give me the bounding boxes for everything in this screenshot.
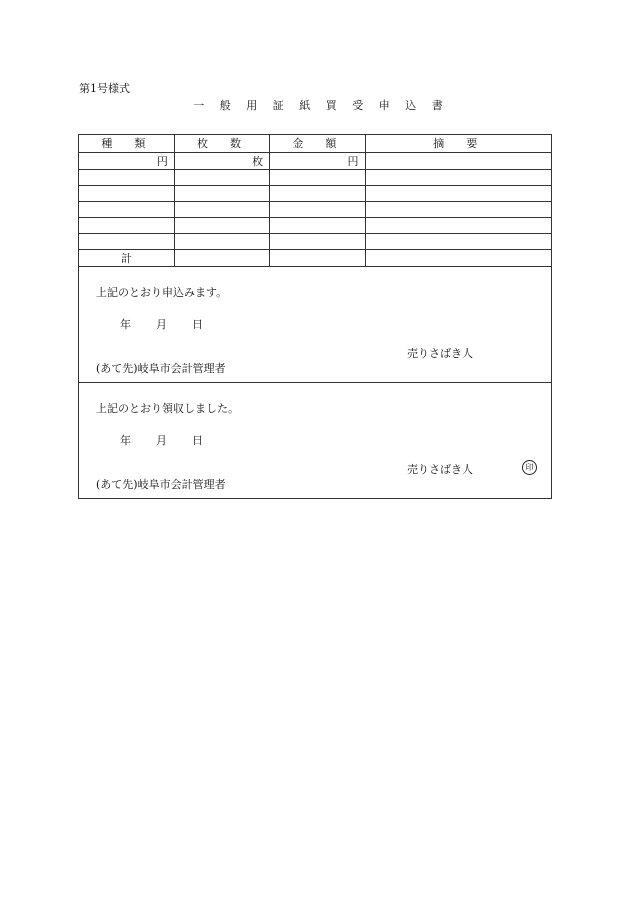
table-row [79,169,551,185]
total-row [79,249,551,266]
table-row [79,201,551,217]
type-cell[interactable] [79,233,174,249]
stamp-purchase-form [78,134,552,499]
addressee: (あて先)岐阜市会計管理者 [96,361,226,375]
type-cell[interactable] [79,201,174,217]
date-month-label: 月 [156,317,167,331]
application-statement: 上記のとおり申込みます。 [96,285,228,299]
application-section [79,267,551,383]
receipt-section [79,383,551,498]
column-header-quantity: 枚数 [174,135,269,152]
remarks-cell[interactable] [365,169,551,185]
unit-yen: 円 [79,152,174,169]
table-header-row [79,135,551,152]
date-year-label: 年 [120,433,131,447]
application-date [120,316,228,332]
quantity-cell[interactable] [174,201,269,217]
quantity-cell[interactable] [174,169,269,185]
date-day-label: 日 [192,317,203,331]
amount-cell[interactable] [270,185,365,201]
unit-sheets: 枚 [174,152,269,169]
type-cell[interactable] [79,217,174,233]
seal-mark: 印 [522,460,537,475]
amount-cell[interactable] [270,233,365,249]
total-remarks-cell[interactable] [365,249,551,266]
date-day-label: 日 [192,433,203,447]
remarks-cell[interactable] [365,185,551,201]
remarks-cell[interactable] [365,152,551,169]
seller-label: 売りさばき人 [407,462,473,476]
amount-cell[interactable] [270,217,365,233]
quantity-cell[interactable] [174,233,269,249]
total-label: 計 [79,249,174,266]
receipt-date [120,432,228,448]
total-quantity-cell[interactable] [174,249,269,266]
table-row [79,152,551,169]
total-amount-cell[interactable] [270,249,365,266]
amount-cell[interactable] [270,201,365,217]
date-month-label: 月 [156,433,167,447]
amount-cell[interactable] [270,169,365,185]
column-header-type: 種類 [79,135,174,152]
table-row [79,185,551,201]
addressee: (あて先)岐阜市会計管理者 [96,477,226,491]
type-cell[interactable] [79,169,174,185]
remarks-cell[interactable] [365,201,551,217]
seller-label: 売りさばき人 [407,346,473,360]
table-row [79,233,551,249]
form-number: 第1号様式 [79,82,130,95]
unit-yen: 円 [270,152,365,169]
remarks-cell[interactable] [365,233,551,249]
quantity-cell[interactable] [174,185,269,201]
date-year-label: 年 [120,317,131,331]
column-header-amount: 金額 [270,135,365,152]
remarks-cell[interactable] [365,217,551,233]
stamp-items-table [79,135,551,267]
quantity-cell[interactable] [174,217,269,233]
receipt-statement: 上記のとおり領収しました。 [96,401,239,415]
table-row [79,217,551,233]
document-title: 一 般 用 証 紙 買 受 申 込 書 [193,99,449,112]
type-cell[interactable] [79,185,174,201]
column-header-remarks: 摘要 [365,135,551,152]
